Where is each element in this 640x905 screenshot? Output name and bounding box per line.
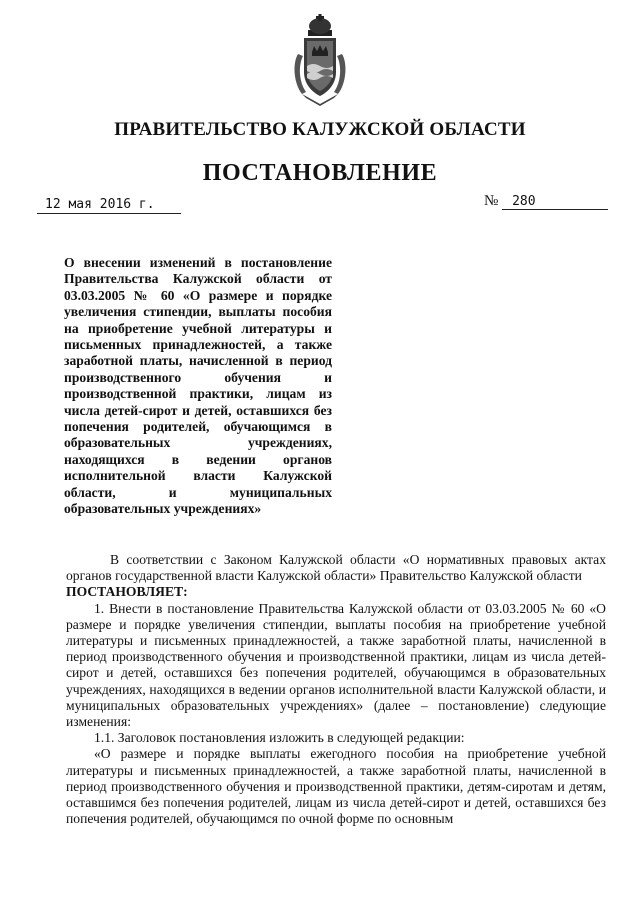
document-number-field	[484, 193, 608, 210]
intro-paragraph: В соответствии с Законом Калужской области «О нормативных правовых актах органов государственной власти Калужской области» Правительство Калужской области	[66, 552, 606, 584]
document-number: 280	[502, 194, 608, 210]
quote-paragraph: «О размере и порядке выплаты ежегодного пособия на приобретение учебной литературы и письменных принадлежностей, а также заработной платы, начисленной в период производственного обучения и производственной практики, детям-сиротам и детям, оставшимся без попечения родителей, лицам из числа детей-сирот и детей, оставшихся без попечения родителей, обучающимся по очной форме по основным	[66, 746, 606, 827]
coat-of-arms-emblem	[288, 14, 352, 110]
document-subject: О внесении изменений в постановление Правительства Калужской области от 03.03.2005 № 60 «О размере и порядке увеличения стипендии, выплаты пособия на приобретение учебной литературы и письменных принадлежностей, а также заработной платы, начисленной в период производственного обучения и производственной практики, лицам из числа детей-сирот и детей, оставшихся без попечения родителей, обучающимся в образовательных учреждениях, находящихся в ведении органов исполнительной власти Калужской области, и муниципальных образовательных учреждениях»	[64, 255, 332, 517]
item-1-paragraph: 1. Внести в постановление Правительства Калужской области от 03.03.2005 № 60 «О размере и порядке увеличения стипендии, выплаты пособия на приобретение учебной литературы и письменных принадлежностей, а также заработной платы, начисленной в период производственного обучения и производственной практики, лицам из числа детей-сирот и детей, оставшихся без попечения родителей, обучающимся в образовательных учреждениях, находящихся в ведении органов исполнительной власти Калужской области, и муниципальных образовательных учреждениях» (далее – постановление) следующие изменения:	[66, 600, 606, 730]
number-sign: №	[484, 193, 499, 209]
government-name: ПРАВИТЕЛЬСТВО КАЛУЖСКОЙ ОБЛАСТИ	[114, 119, 526, 140]
decree-heading: ПОСТАНОВЛЯЕТ:	[66, 584, 188, 600]
document-date: 12 мая 2016 г.	[37, 197, 181, 214]
document-body	[66, 552, 606, 827]
item-1-1-paragraph: 1.1. Заголовок постановления изложить в следующей редакции:	[94, 730, 465, 746]
document-type: ПОСТАНОВЛЕНИЕ	[202, 160, 438, 186]
